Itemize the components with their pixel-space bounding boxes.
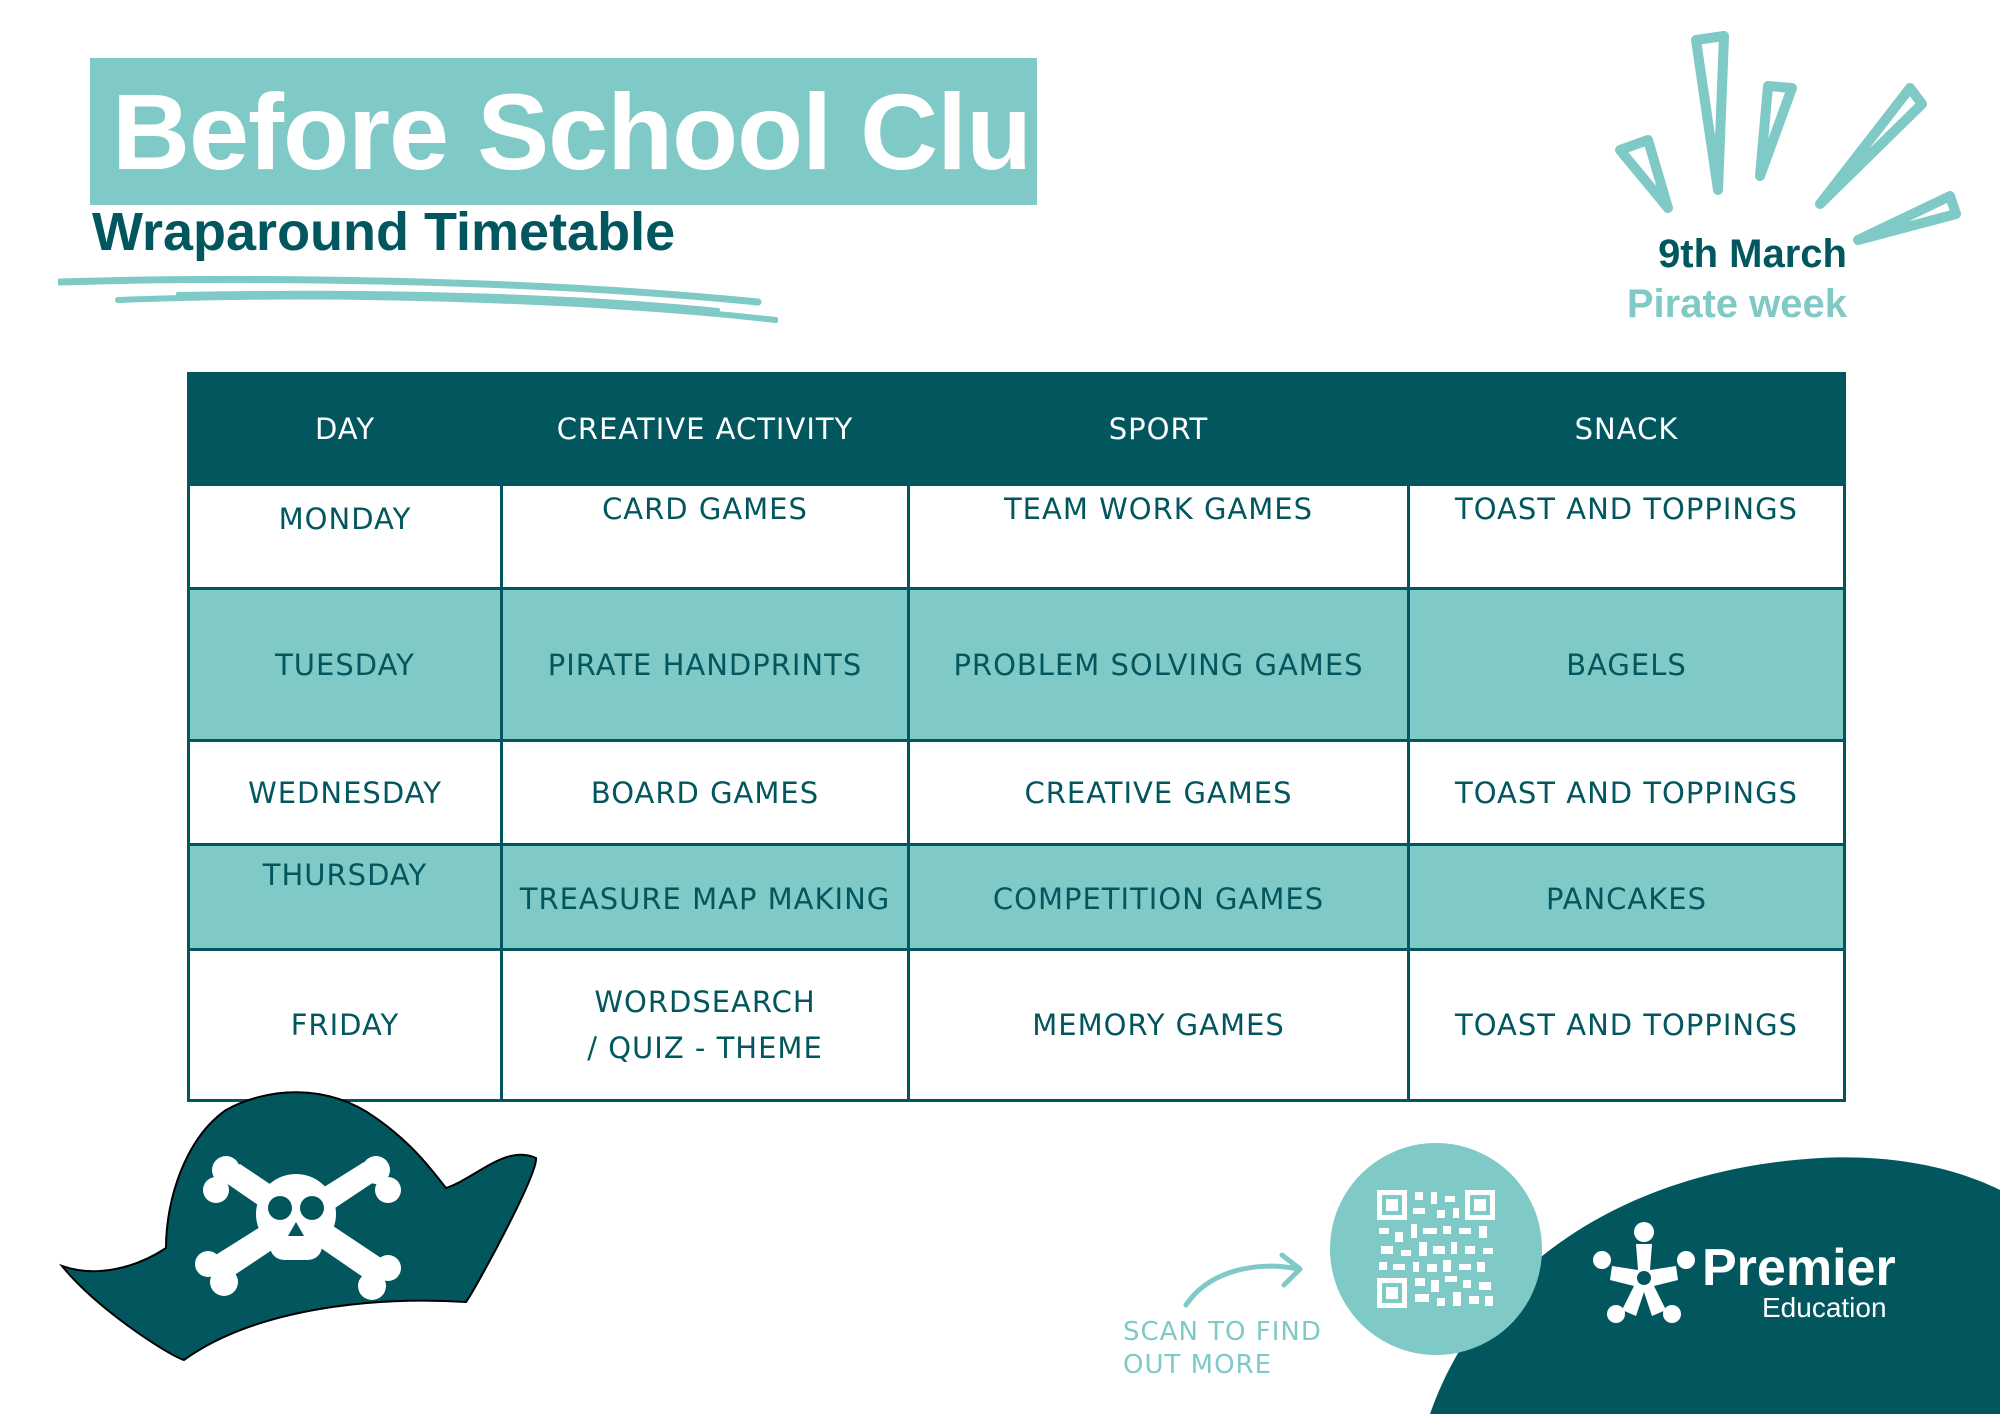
table-row	[189, 485, 1845, 589]
snack-cell: BAGELS	[1409, 589, 1845, 741]
creative-cell: CARD GAMES	[502, 485, 909, 589]
table-row	[189, 845, 1845, 950]
pirate-hat-icon	[56, 1078, 556, 1378]
creative-cell: PIRATE HANDPRINTS	[502, 589, 909, 741]
timetable	[187, 372, 1846, 1102]
scan-line-1: SCAN TO FIND	[1123, 1317, 1322, 1347]
page-title: Before School Club	[112, 71, 1097, 192]
sport-cell: COMPETITION GAMES	[909, 845, 1409, 950]
theme-label: Pirate week	[1626, 282, 1847, 326]
table-row	[189, 589, 1845, 741]
snack-cell: TOAST AND TOPPINGS	[1409, 741, 1845, 845]
sport-cell: CREATIVE GAMES	[909, 741, 1409, 845]
snack-cell: TOAST AND TOPPINGS	[1409, 485, 1845, 589]
date-label: 9th March	[1658, 232, 1847, 276]
brush-stroke-underline	[58, 270, 778, 330]
scan-prompt	[1123, 1316, 1363, 1382]
snack-cell: TOAST AND TOPPINGS	[1409, 950, 1845, 1101]
column-header-sport: SPORT	[909, 374, 1409, 485]
day-cell: WEDNESDAY	[189, 741, 502, 845]
sport-cell: PROBLEM SOLVING GAMES	[909, 589, 1409, 741]
table-row	[189, 741, 1845, 845]
day-cell: MONDAY	[189, 485, 502, 589]
creative-line-2: / QUIZ - THEME	[587, 1031, 823, 1065]
brand-subtitle: Education	[1762, 1292, 1887, 1323]
brand-name: Premier	[1702, 1239, 1896, 1297]
creative-cell	[502, 950, 909, 1101]
page-subtitle: Wraparound Timetable	[92, 202, 676, 262]
curved-arrow-icon	[1180, 1245, 1310, 1315]
column-header-creative: CREATIVE ACTIVITY	[502, 374, 909, 485]
snack-cell: PANCAKES	[1409, 845, 1845, 950]
creative-cell: BOARD GAMES	[502, 741, 909, 845]
day-cell: TUESDAY	[189, 589, 502, 741]
sport-cell: MEMORY GAMES	[909, 950, 1409, 1101]
burst-rays-icon	[1600, 28, 1970, 258]
column-header-snack: SNACK	[1409, 374, 1845, 485]
header-row	[189, 374, 1845, 485]
creative-cell: TREASURE MAP MAKING	[502, 845, 909, 950]
column-header-day: DAY	[189, 374, 502, 485]
qr-code-icon[interactable]	[1375, 1188, 1497, 1310]
day-cell: THURSDAY	[189, 845, 502, 950]
sport-cell: TEAM WORK GAMES	[909, 485, 1409, 589]
day-cell: FRIDAY	[189, 950, 502, 1101]
scan-line-2: OUT MORE	[1123, 1350, 1273, 1380]
premier-star-logo-icon	[1590, 1220, 1698, 1330]
creative-line-1: WORDSEARCH	[594, 985, 816, 1019]
